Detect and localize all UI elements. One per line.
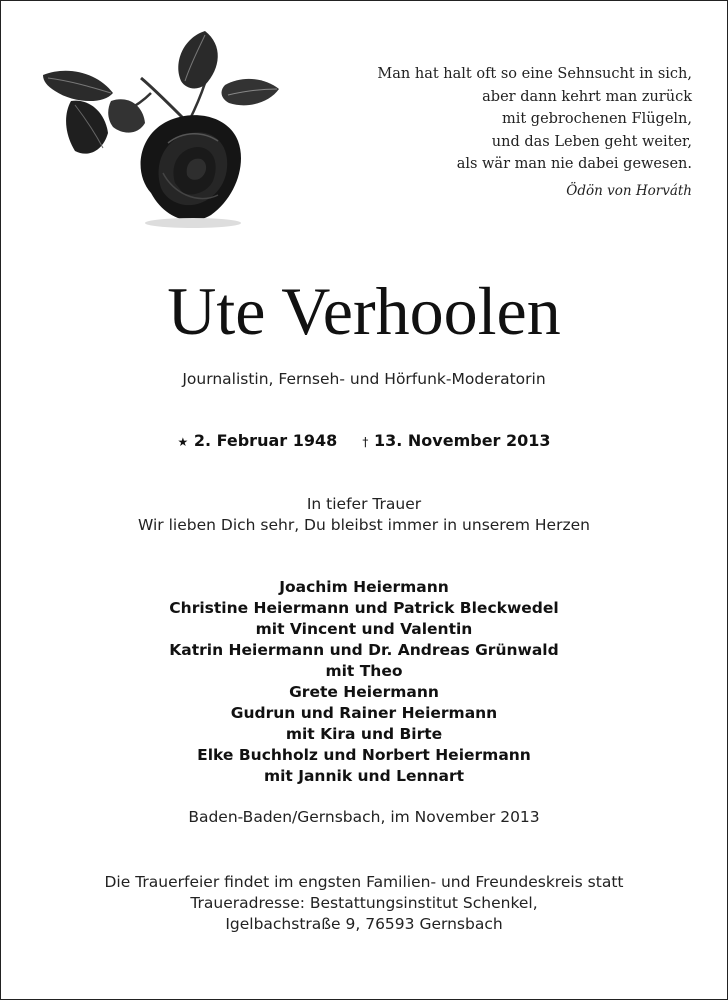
profession: Journalistin, Fernseh- und Hörfunk-Moderatorin [182,370,546,388]
quote-author: Ödön von Horváth [566,183,692,199]
quote-line: als wär man nie dabei gewesen. [456,156,692,172]
deceased-name: Ute Verhoolen [167,273,561,349]
quote-line: aber dann kehrt man zurück [482,88,692,105]
funeral-info [1,872,727,935]
quote [377,63,692,176]
funeral-info-line: Igelbachstraße 9, 76593 Gernsbach [225,915,503,933]
life-dates [1,431,727,450]
star-icon: ★ [177,435,189,449]
funeral-info-line: Die Trauerfeier findet im engsten Familien- und Freundeskreis statt [104,873,624,891]
mourning-line: In tiefer Trauer [306,495,422,513]
mourner-line: Joachim Heiermann [279,578,449,596]
mourner-line: mit Kira und Birte [285,725,443,743]
mourner-line: mit Theo [325,662,403,680]
mourning-line: Wir lieben Dich sehr, Du bleibst immer in unserem Herzen [138,516,590,534]
mourner-line: mit Vincent und Valentin [255,620,473,638]
mourner-line: Elke Buchholz und Norbert Heiermann [197,746,531,764]
funeral-info-line: Traueradresse: Bestattungsinstitut Schenkel, [190,894,538,912]
mourner-line: Katrin Heiermann und Dr. Andreas Grünwald [169,641,559,659]
cross-icon: † [362,435,369,449]
birth-date: 2. Februar 1948 [193,431,338,450]
mourners-list [1,577,727,787]
quote-line: Man hat halt oft so eine Sehnsucht in sich, [377,66,692,82]
quote-line: mit gebrochenen Flügeln, [501,111,692,127]
mourner-line: Christine Heiermann und Patrick Bleckwedel [169,599,559,617]
mourner-line: Gudrun und Rainer Heiermann [230,704,498,722]
death-date: 13. November 2013 [373,431,551,450]
mourner-line: Grete Heiermann [289,683,439,701]
quote-line: und das Leben geht weiter, [491,133,692,150]
mourner-line: mit Jannik und Lennart [263,767,465,785]
mourning-text [1,494,727,536]
place-date: Baden-Baden/Gernsbach, im November 2013 [188,808,540,826]
rose-image [33,23,288,233]
